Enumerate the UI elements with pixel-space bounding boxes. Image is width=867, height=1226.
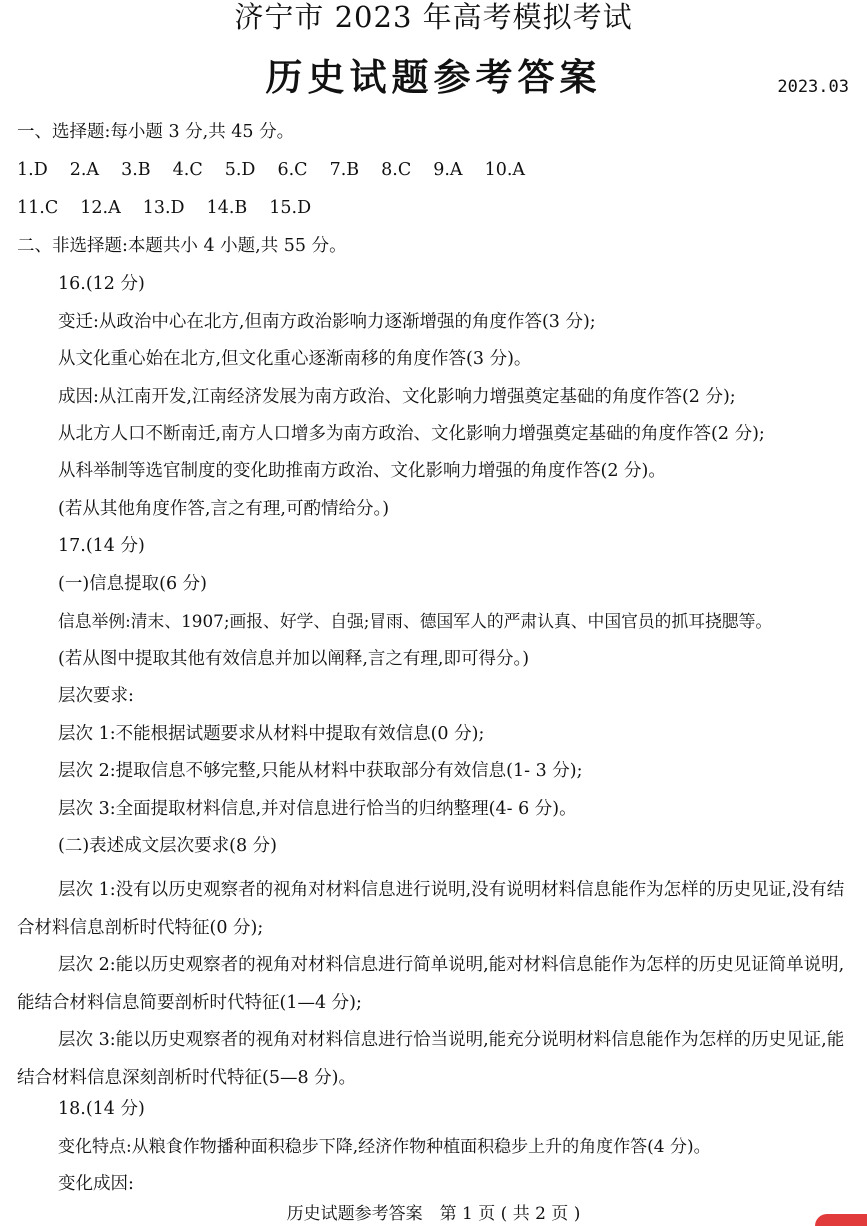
q17-line: 层次 1:不能根据试题要求从材料中提取有效信息(0 分); <box>58 724 485 744</box>
document-date: 2023.03 <box>777 77 849 97</box>
answer-item: 3.B <box>121 160 151 180</box>
answer-item: 12.A <box>80 198 121 218</box>
para-text: 层次 2:能以历史观察者的视角对材料信息进行简单说明,能对材料信息能作为怎样的历史见证简单说明,能结合材料信息简要剖析时代特征(1—4 分); <box>17 955 845 1013</box>
q16-line: 从北方人口不断南迁,南方人口增多为南方政治、文化影响力增强奠定基础的角度作答(2 分); <box>58 424 765 444</box>
corner-mark <box>815 1214 867 1226</box>
q17-part2-para-2 <box>17 947 849 1022</box>
q16-line: 从文化重心始在北方,但文化重心逐渐南移的角度作答(3 分)。 <box>58 349 532 369</box>
answer-item: 5.D <box>224 160 256 180</box>
page-footer: 历史试题参考答案 第 1 页 ( 共 2 页 ) <box>286 1204 581 1224</box>
document-title: 历史试题参考答案 <box>265 55 602 99</box>
q17-line: 信息举例:清末、1907;画报、好学、自强;冒雨、德国军人的严肃认真、中国官员的抓耳挠腮等。 <box>58 611 773 631</box>
answer-item: 6.C <box>277 160 308 180</box>
section1-heading: 一、选择题:每小题 3 分,共 45 分。 <box>17 122 295 142</box>
q17-line: 层次要求: <box>58 686 134 706</box>
q17-line: 层次 2:提取信息不够完整,只能从材料中获取部分有效信息(1- 3 分); <box>58 761 583 781</box>
q17-line: 层次 3:全面提取材料信息,并对信息进行恰当的归纳整理(4- 6 分)。 <box>58 799 577 819</box>
answer-item: 2.A <box>69 160 100 180</box>
q16-line: 成因:从江南开发,江南经济发展为南方政治、文化影响力增强奠定基础的角度作答(2 分); <box>58 387 736 407</box>
answer-row-2 <box>17 196 333 220</box>
q16-note: (若从其他角度作答,言之有理,可酌情给分。) <box>58 499 390 519</box>
q16-line: 变迁:从政治中心在北方,但南方政治影响力逐渐增强的角度作答(3 分); <box>58 312 596 332</box>
answer-item: 7.B <box>329 160 360 180</box>
q17-part1-title: (一)信息提取(6 分) <box>58 574 208 594</box>
q17-title: 17.(14 分) <box>58 536 145 556</box>
answer-item: 13.D <box>142 198 185 218</box>
q18-line: 变化成因: <box>58 1174 134 1194</box>
answer-item: 11.C <box>17 198 59 218</box>
q18-title: 18.(14 分) <box>58 1099 145 1119</box>
q17-part2-para-1 <box>17 872 849 947</box>
q17-part2-title: (二)表述成文层次要求(8 分) <box>58 836 278 856</box>
section2-heading: 二、非选择题:本题共小 4 小题,共 55 分。 <box>17 236 347 256</box>
answer-item: 10.A <box>484 160 526 180</box>
answer-item: 8.C <box>381 160 412 180</box>
para-text: 层次 1:没有以历史观察者的视角对材料信息进行说明,没有说明材料信息能作为怎样的历史见证,没有结合材料信息剖析时代特征(0 分); <box>17 880 845 938</box>
answer-item: 4.C <box>172 160 203 180</box>
answer-item: 14.B <box>206 198 248 218</box>
answer-item: 15.D <box>269 198 312 218</box>
para-text: 层次 3:能以历史观察者的视角对材料信息进行恰当说明,能充分说明材料信息能作为怎样的历史见证,能结合材料信息深刻剖析时代特征(5—8 分)。 <box>17 1030 845 1088</box>
exam-title: 济宁市 2023 年高考模拟考试 <box>234 0 633 34</box>
q17-line: (若从图中提取其他有效信息并加以阐释,言之有理,即可得分。) <box>58 649 530 669</box>
answer-row-1 <box>17 158 547 182</box>
answer-item: 1.D <box>17 160 48 180</box>
q18-line: 变化特点:从粮食作物播种面积稳步下降,经济作物种植面积稳步上升的角度作答(4 分)。 <box>58 1137 711 1157</box>
q17-part2-para-3 <box>17 1022 849 1097</box>
q16-title: 16.(12 分) <box>58 274 145 294</box>
answer-item: 9.A <box>433 160 463 180</box>
q16-line: 从科举制等选官制度的变化助推南方政治、文化影响力增强的角度作答(2 分)。 <box>58 461 666 481</box>
